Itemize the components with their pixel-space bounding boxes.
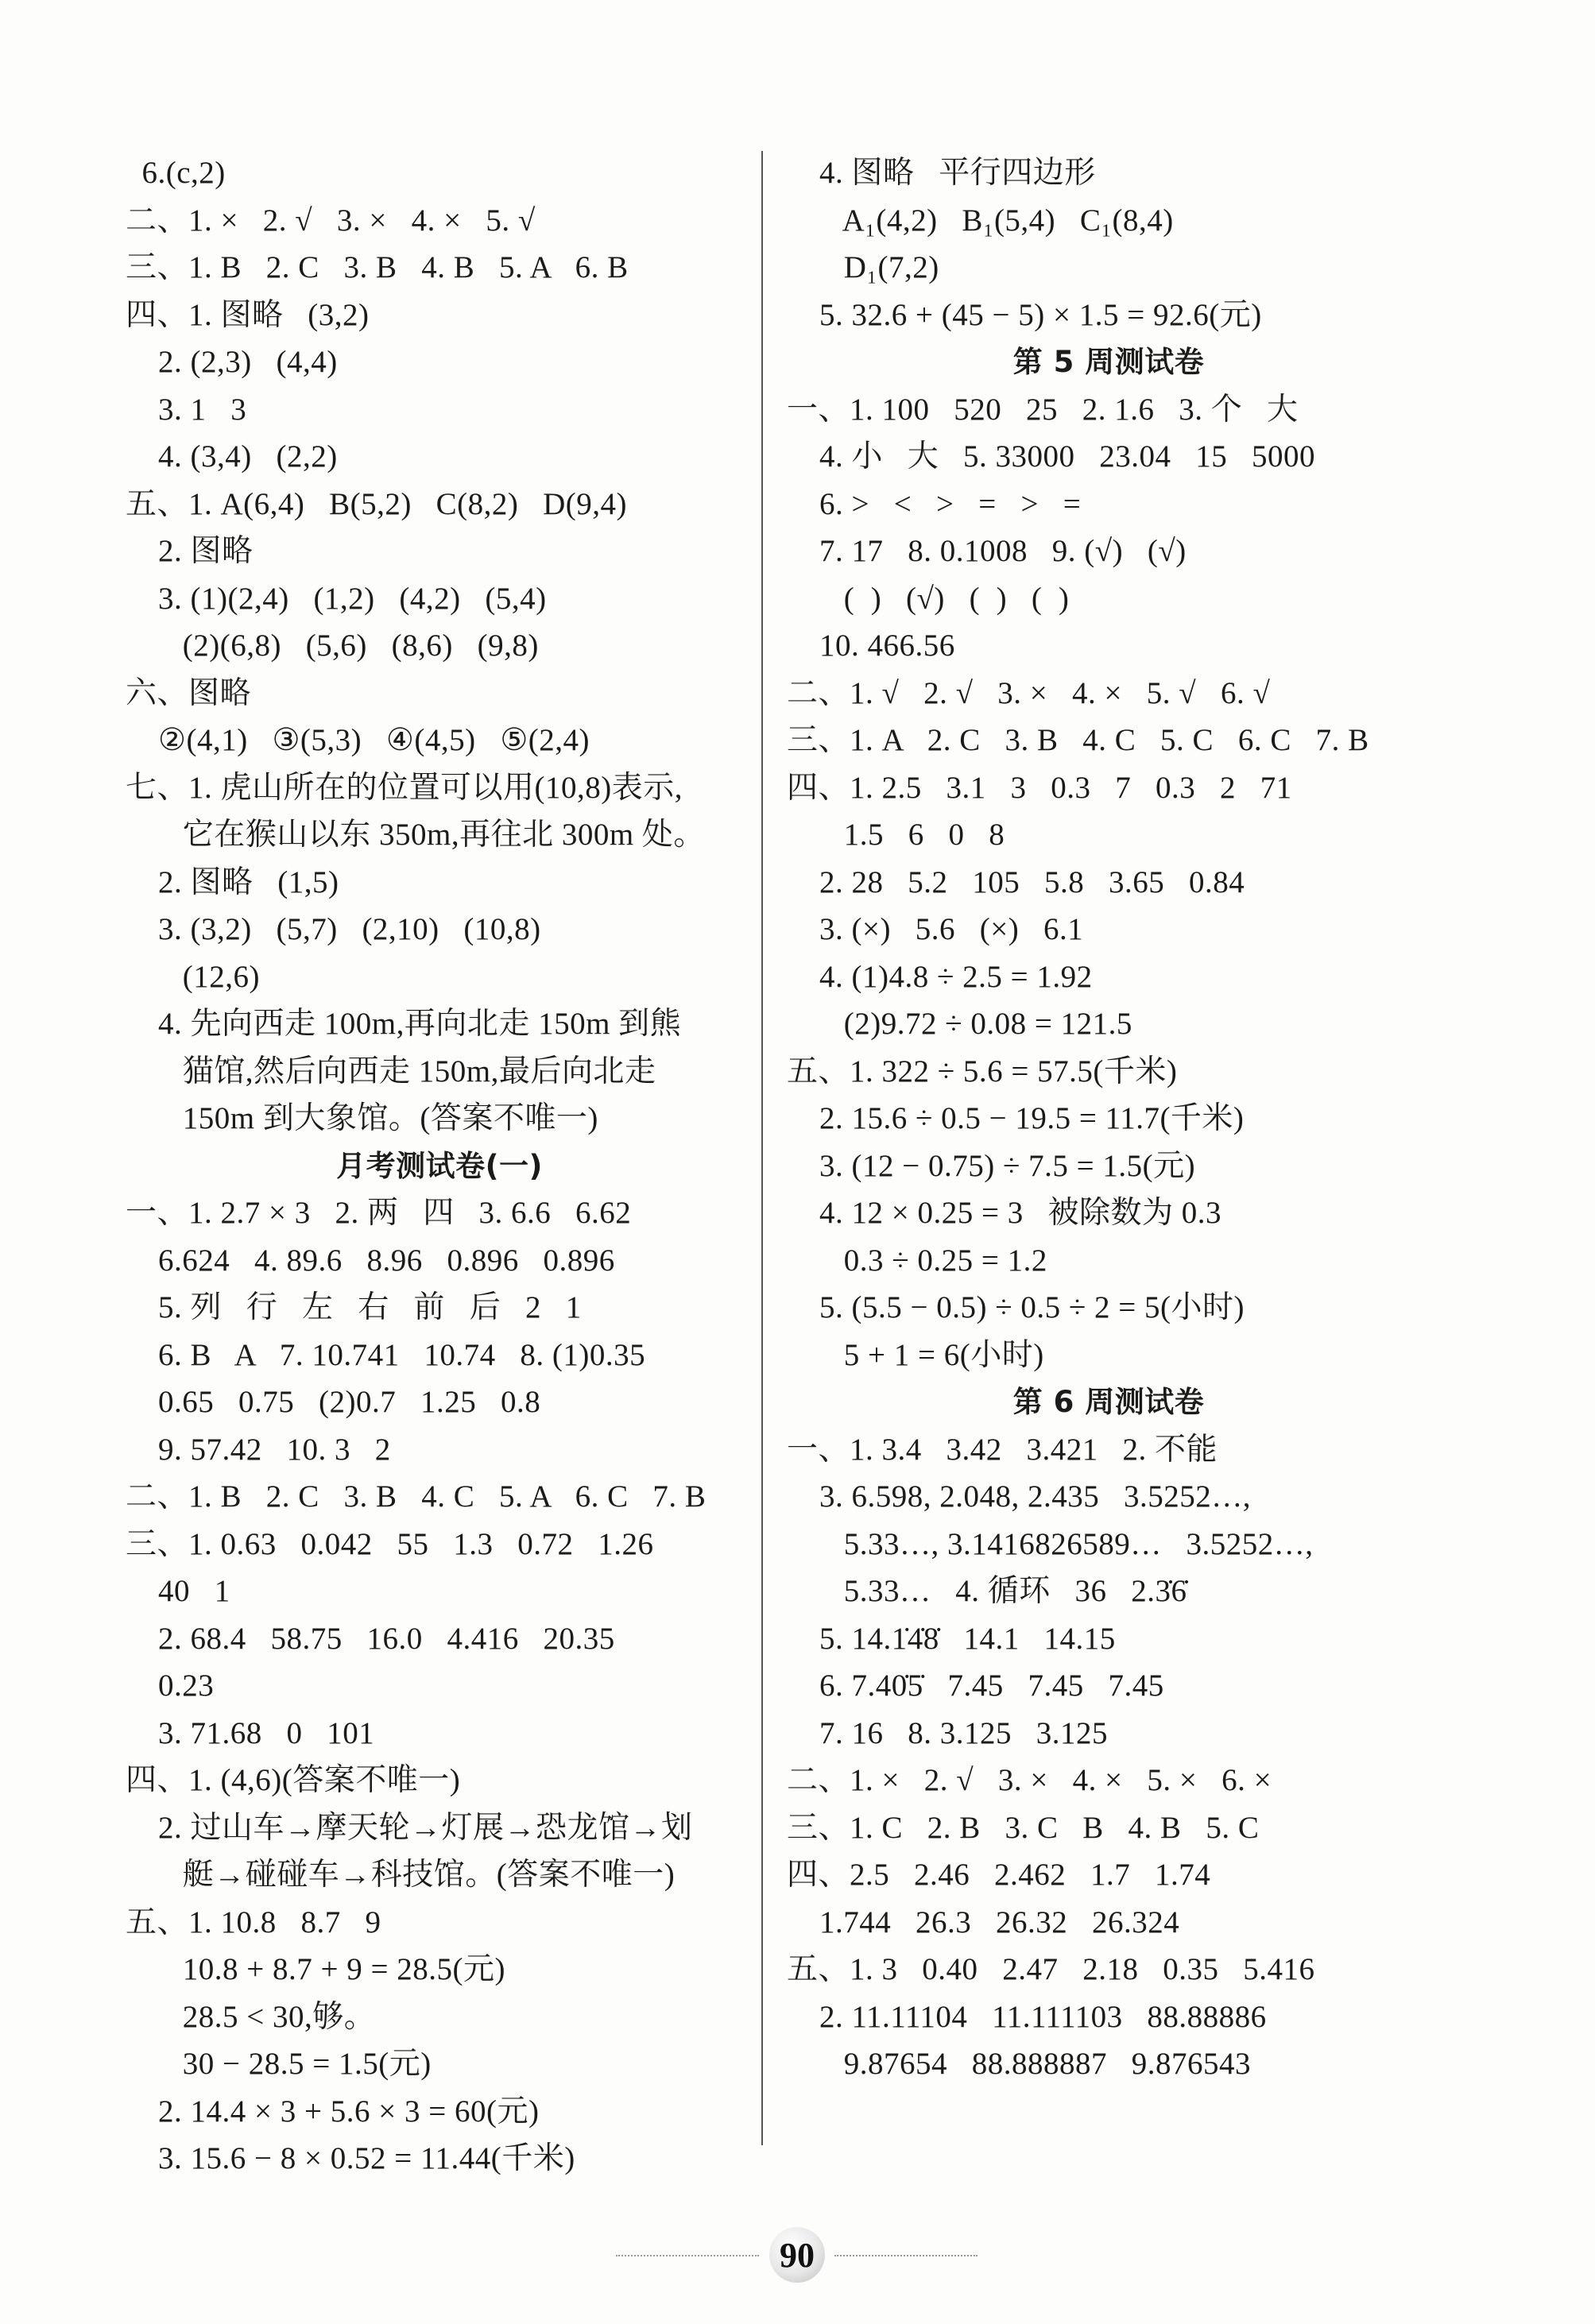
answer-line: 4. 12 × 0.25 = 3 被除数为 0.3 bbox=[787, 1196, 1221, 1230]
answer-line: 一、1. 3.4 3.42 3.421 2. 不能 bbox=[787, 1432, 1218, 1467]
answer-line: 艇→碰碰车→科技馆。(答案不唯一) bbox=[126, 1858, 676, 1892]
answer-line: 7. 16 8. 3.125 3.125 bbox=[787, 1715, 1108, 1750]
answer-line: 4. 图略 平行四边形 bbox=[787, 156, 1096, 190]
answer-line: 6.624 4. 89.6 8.96 0.896 0.896 bbox=[126, 1243, 615, 1278]
answer-line: 1.5 6 0 8 bbox=[787, 818, 1005, 852]
answer-line: 3. (×) 5.6 (×) 6.1 bbox=[787, 912, 1084, 946]
answer-line: 3. 6.598, 2.048, 2.435 3.5252…, bbox=[787, 1479, 1251, 1514]
answer-line: 3. 15.6 − 8 × 0.52 = 11.44(千米) bbox=[126, 2141, 575, 2175]
answer-line: 4. 先向西走 100m,再向北走 150m 到熊 bbox=[126, 1007, 682, 1041]
answer-line: 2. (2,3) (4,4) bbox=[126, 345, 338, 379]
answer-line: 2. 11.11104 11.111103 88.88886 bbox=[787, 1999, 1267, 2034]
answer-line: 二、1. × 2. √ 3. × 4. × 5. × 6. × bbox=[787, 1763, 1272, 1797]
answer-line: 5.33…, 3.1416826589… 3.5252…, bbox=[787, 1526, 1314, 1561]
answer-line: 3. 71.68 0 101 bbox=[126, 1715, 375, 1750]
answer-line: 5 + 1 = 6(小时) bbox=[787, 1337, 1044, 1372]
answer-line: 2. 68.4 58.75 16.0 4.416 20.35 bbox=[126, 1621, 615, 1656]
answer-line: 150m 到大象馆。(答案不唯一) bbox=[126, 1101, 598, 1135]
answer-line: 0.65 0.75 (2)0.7 1.25 0.8 bbox=[126, 1385, 541, 1419]
answer-line: 三、1. C 2. B 3. C B 4. B 5. C bbox=[787, 1810, 1260, 1845]
answer-line: 0.23 bbox=[126, 1669, 215, 1703]
answer-line: 六、图略 bbox=[126, 675, 252, 710]
answer-line: 5.33… 4. 循环 36 2.3̇6̇ bbox=[787, 1574, 1187, 1608]
answer-line: 二、1. × 2. √ 3. × 4. × 5. √ bbox=[126, 203, 536, 238]
answer-line: 三、1. B 2. C 3. B 4. B 5. A 6. B bbox=[126, 250, 629, 284]
answer-line: 二、1. √ 2. √ 3. × 4. × 5. √ 6. √ bbox=[787, 675, 1271, 710]
left-answer-column bbox=[126, 149, 753, 2183]
right-answer-column bbox=[787, 149, 1430, 2088]
answer-line: 30 − 28.5 = 1.5(元) bbox=[126, 2047, 432, 2081]
answer-line: 5. 列 行 左 右 前 后 2 1 bbox=[126, 1290, 582, 1324]
answer-line: 6. > < > = > = bbox=[787, 486, 1082, 521]
answer-line: 1.744 26.3 26.32 26.324 bbox=[787, 1904, 1180, 1939]
answer-line: 4. (1)4.8 ÷ 2.5 = 1.92 bbox=[787, 959, 1093, 994]
answer-line: (2)9.72 ÷ 0.08 = 121.5 bbox=[787, 1007, 1132, 1041]
answer-line: 2. 15.6 ÷ 0.5 − 19.5 = 11.7(千米) bbox=[787, 1101, 1245, 1135]
answer-line: 6. B A 7. 10.741 10.74 8. (1)0.35 bbox=[126, 1337, 646, 1372]
answer-line: (2)(6,8) (5,6) (8,6) (9,8) bbox=[126, 628, 539, 663]
answer-line: 三、1. 0.63 0.042 55 1.3 0.72 1.26 bbox=[126, 1526, 654, 1561]
page-number: 90 bbox=[769, 2227, 825, 2283]
answer-line: 2. 14.4 × 3 + 5.6 × 3 = 60(元) bbox=[126, 2094, 540, 2129]
answer-line: 6.(c,2) bbox=[126, 156, 226, 190]
answer-line: 3. (12 − 0.75) ÷ 7.5 = 1.5(元) bbox=[787, 1148, 1196, 1183]
answer-line: 4. (3,4) (2,2) bbox=[126, 439, 338, 474]
answer-line: 2. 过山车→摩天轮→灯展→恐龙馆→划 bbox=[126, 1810, 693, 1845]
answer-line: D₁(7,2) bbox=[787, 250, 939, 284]
answer-line: 四、1. 图略 (3,2) bbox=[126, 297, 370, 332]
footer-dotted-rule-right bbox=[834, 2255, 978, 2256]
section-heading: 第 6 周测试卷 bbox=[1012, 1385, 1205, 1419]
answer-line: 2. 图略 bbox=[126, 534, 254, 568]
answer-line: 0.3 ÷ 0.25 = 1.2 bbox=[787, 1243, 1047, 1278]
answer-line: ( ) (√) ( ) ( ) bbox=[787, 581, 1070, 616]
answer-line: 2. 图略 (1,5) bbox=[126, 864, 339, 899]
answer-line: 五、1. 322 ÷ 5.6 = 57.5(千米) bbox=[787, 1054, 1178, 1089]
answer-line: 5. 14.1̇4̇8̇ 14.1 14.15 bbox=[787, 1621, 1116, 1656]
answer-line: 五、1. 3 0.40 2.47 2.18 0.35 5.416 bbox=[787, 1952, 1315, 1986]
answer-line: 七、1. 虎山所在的位置可以用(10,8)表示, bbox=[126, 770, 683, 805]
answer-line: 2. 28 5.2 105 5.8 3.65 0.84 bbox=[787, 864, 1245, 899]
answer-line: 9.87654 88.888887 9.876543 bbox=[787, 2047, 1251, 2081]
answer-line: 5. (5.5 − 0.5) ÷ 0.5 ÷ 2 = 5(小时) bbox=[787, 1290, 1245, 1324]
answer-line: 3. (1)(2,4) (1,2) (4,2) (5,4) bbox=[126, 581, 547, 616]
answer-line: (12,6) bbox=[126, 959, 260, 994]
answer-line: 五、1. 10.8 8.7 9 bbox=[126, 1904, 381, 1939]
answer-line: 一、1. 100 520 25 2. 1.6 3. 个 大 bbox=[787, 392, 1299, 427]
answer-line: 10.8 + 8.7 + 9 = 28.5(元) bbox=[126, 1952, 505, 1986]
answer-line: ②(4,1) ③(5,3) ④(4,5) ⑤(2,4) bbox=[126, 723, 590, 757]
answer-line: 它在猴山以东 350m,再往北 300m 处。 bbox=[126, 818, 705, 852]
answer-line: 二、1. B 2. C 3. B 4. C 5. A 6. C 7. B bbox=[126, 1479, 707, 1514]
answer-line: 四、1. 2.5 3.1 3 0.3 7 0.3 2 71 bbox=[787, 770, 1292, 805]
answer-line: 3. (3,2) (5,7) (2,10) (10,8) bbox=[126, 912, 541, 946]
answer-line: 40 1 bbox=[126, 1574, 230, 1608]
answer-line: 五、1. A(6,4) B(5,2) C(8,2) D(9,4) bbox=[126, 486, 628, 521]
answer-line: 4. 小 大 5. 33000 23.04 15 5000 bbox=[787, 439, 1316, 474]
section-heading: 月考测试卷(一) bbox=[336, 1148, 543, 1183]
answer-line: 28.5 < 30,够。 bbox=[126, 1999, 376, 2034]
answer-line: 猫馆,然后向西走 150m,最后向北走 bbox=[126, 1054, 656, 1089]
answer-line: 9. 57.42 10. 3 2 bbox=[126, 1432, 391, 1467]
column-divider bbox=[761, 151, 763, 2145]
answer-line: 四、2.5 2.46 2.462 1.7 1.74 bbox=[787, 1858, 1211, 1892]
answer-line: A₁(4,2) B₁(5,4) C₁(8,4) bbox=[787, 203, 1174, 238]
section-heading: 第 5 周测试卷 bbox=[1012, 345, 1205, 379]
answer-line: 四、1. (4,6)(答案不唯一) bbox=[126, 1763, 461, 1797]
answer-line: 一、1. 2.7 × 3 2. 两 四 3. 6.6 6.62 bbox=[126, 1196, 632, 1230]
answer-line: 5. 32.6 + (45 − 5) × 1.5 = 92.6(元) bbox=[787, 297, 1262, 332]
answer-line: 6. 7.40̇5̇ 7.45 7.45 7.45 bbox=[787, 1669, 1164, 1703]
answer-line: 10. 466.56 bbox=[787, 628, 955, 663]
footer-dotted-rule-left bbox=[616, 2255, 759, 2256]
answer-line: 三、1. A 2. C 3. B 4. C 5. C 6. C 7. B bbox=[787, 723, 1369, 757]
answer-line: 3. 1 3 bbox=[126, 392, 247, 427]
answer-line: 7. 17 8. 0.1008 9. (√) (√) bbox=[787, 534, 1187, 568]
